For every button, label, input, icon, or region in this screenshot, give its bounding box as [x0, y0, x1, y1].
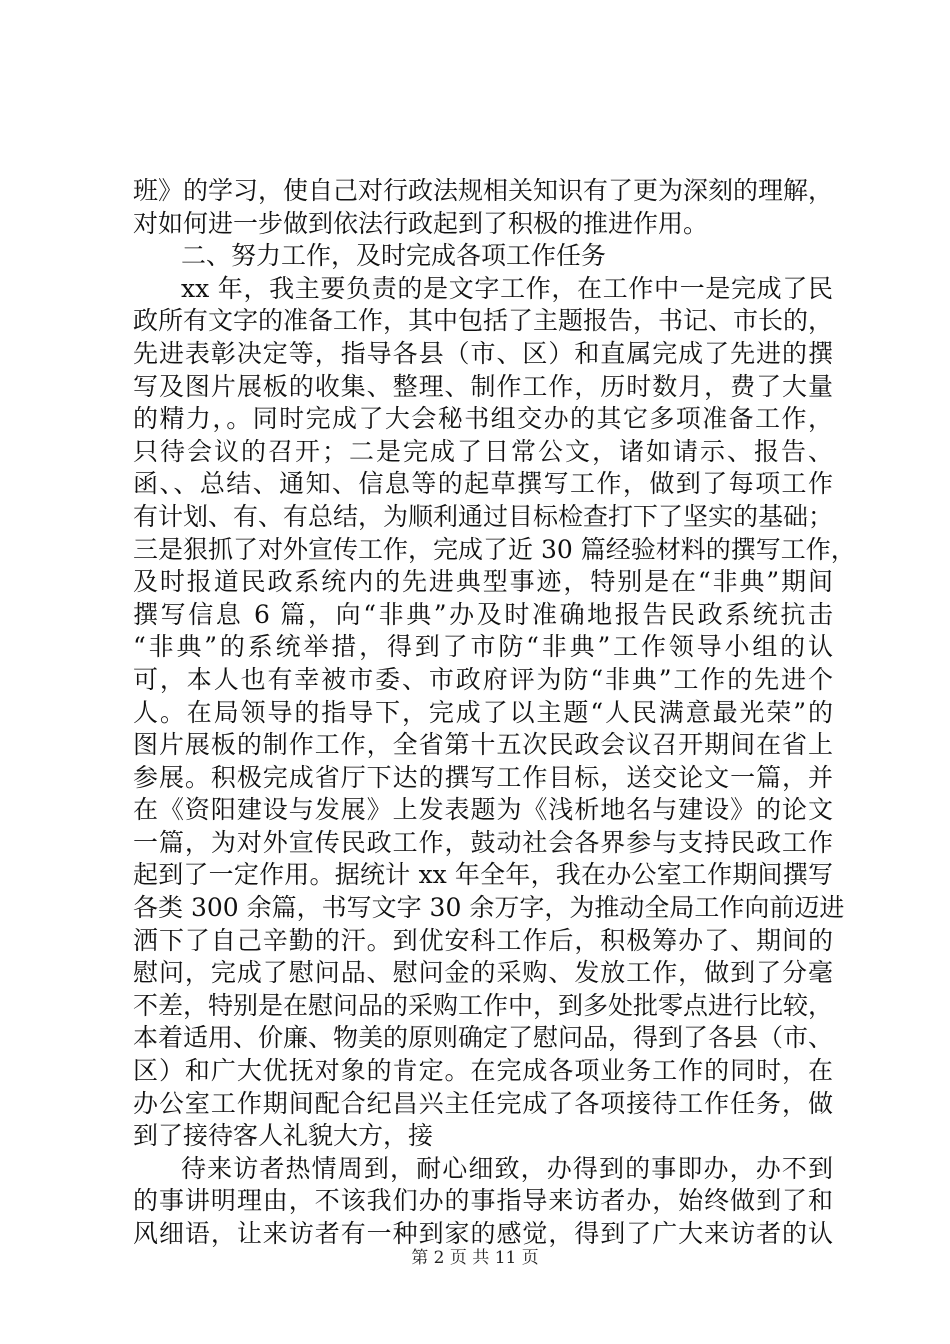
text-line: 图片展板的制作工作，全省第十五次民政会议召开期间在省上: [133, 730, 833, 760]
text-line: 有计划、有、有总结，为顺利通过目标检查打下了坚实的基础；: [133, 501, 834, 531]
text-line: 政所有文字的准备工作，其中包括了主题报告，书记、市长的，: [133, 306, 834, 336]
text-line: 在《资阳建设与发展》上发表题为《浅析地名与建设》的论文: [133, 795, 833, 825]
text-line: 待来访者热情周到，耐心细致，办得到的事即办，办不到: [181, 1153, 833, 1183]
text-line: 二、努力工作，及时完成各项工作任务: [181, 241, 607, 271]
text-line: 办公室工作期间配合纪昌兴主任完成了各项接待工作任务，做: [133, 1088, 833, 1118]
text-line: 区）和广大优抚对象的肯定。在完成各项业务工作的同时，在: [133, 1056, 833, 1086]
text-line: 洒下了自己辛勤的汗。到优安科工作后，积极筹办了、期间的: [133, 925, 833, 955]
text-line: 的精力，。同时完成了大会秘书组交办的其它多项准备工作，: [133, 404, 833, 434]
text-line: 先进表彰决定等，指导各县（市、区）和直属完成了先进的撰: [133, 338, 833, 368]
text-line: 及时报道民政系统内的先进典型事迹，特别是在“非典”期间: [133, 567, 833, 597]
document-body: [133, 175, 856, 1251]
text-line: 撰写信息 6 篇，向“非典”办及时准确地报告民政系统抗击: [133, 599, 833, 629]
text-line: 到了接待客人礼貌大方，接: [133, 1121, 434, 1151]
text-line: 班》的学习，使自己对行政法规相关知识有了更为深刻的理解，: [133, 176, 834, 205]
text-line: 本着适用、价廉、物美的原则确定了慰问品，得到了各县（市、: [133, 1023, 834, 1053]
text-line: 的事讲明理由，不该我们办的事指导来访者办，始终做到了和: [133, 1186, 833, 1216]
text-line: 可，本人也有幸被市委、市政府评为防“非典”工作的先进个: [133, 664, 833, 694]
text-line: 起到了一定作用。据统计 xx 年全年，我在办公室工作期间撰写: [133, 860, 833, 890]
text-line: 对如何进一步做到依法行政起到了积极的推进作用。: [133, 208, 709, 238]
text-line: 风细语，让来访者有一种到家的感觉，得到了广大来访者的认: [133, 1219, 833, 1248]
text-line: 写及图片展板的收集、整理、制作工作，历时数月，费了大量: [133, 371, 833, 401]
text-line: 慰问，完成了慰问品、慰问金的采购、发放工作，做到了分毫: [133, 958, 833, 988]
page-footer: 第 2 页 共 11 页: [411, 1248, 539, 1268]
text-line: “非典”的系统举措，得到了市防“非典”工作领导小组的认: [133, 632, 833, 662]
text-line: 函、、总结、通知、信息等的起草撰写工作，做到了每项工作: [133, 469, 833, 499]
text-line: 各类 300 余篇，书写文字 30 余万字，为推动全局工作向前迈进: [133, 893, 845, 923]
text-line: 一篇，为对外宣传民政工作，鼓动社会各界参与支持民政工作: [133, 827, 833, 857]
text-line: 参展。积极完成省厅下达的撰写工作目标，送交论文一篇，并: [133, 762, 833, 792]
text-line: xx 年，我主要负责的是文字工作，在工作中一是完成了民: [181, 273, 833, 303]
text-line: 人。在局领导的指导下，完成了以主题“人民满意最光荣”的: [133, 697, 833, 727]
text-line: 三是狠抓了对外宣传工作，完成了近 30 篇经验材料的撰写工作，: [133, 534, 856, 564]
text-line: 只待会议的召开；二是完成了日常公文，诸如请示、报告、: [133, 436, 833, 466]
text-line: 不差，特别是在慰问品的采购工作中，到多处批零点进行比较，: [133, 990, 834, 1020]
